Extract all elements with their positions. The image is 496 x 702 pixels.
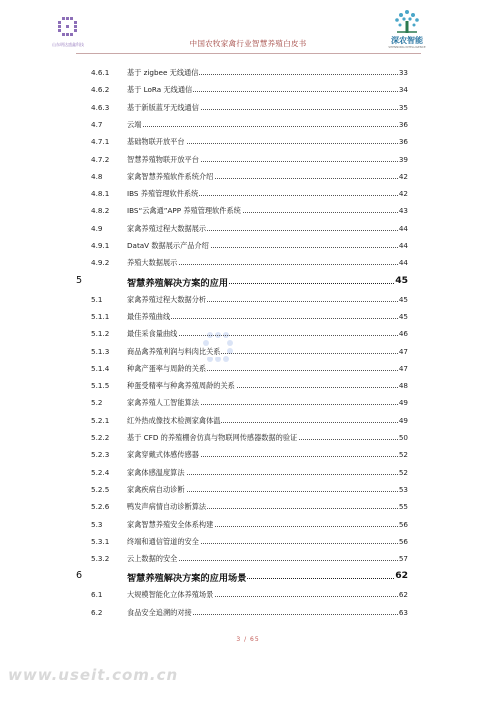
toc-entry[interactable] (0, 586, 496, 602)
toc-entry-title: 云端 (127, 119, 142, 129)
toc-entry-page: 55 (398, 502, 408, 512)
toc-entry-page: 36 (398, 137, 408, 147)
toc-entry-title: 基于新版蓝牙无线通信 (127, 102, 199, 112)
toc-entry-number: 5.2.2 (91, 433, 110, 442)
toc-entry-title: 种蛋受精率与种禽养殖周龄的关系 (127, 381, 235, 391)
toc-entry-number: 5.1.3 (91, 346, 110, 356)
toc-entry-title: 智慧养殖解决方案的应用场景 (127, 570, 247, 584)
toc-entry-number: 5.2.6 (91, 502, 110, 512)
toc-entry[interactable] (0, 291, 496, 307)
toc-entry-title: 最佳养殖曲线 (127, 311, 171, 321)
toc-entry-page: 42 (398, 189, 408, 199)
toc-entry[interactable] (0, 533, 496, 549)
toc-entry-title: 红外热成像技术检测家禽体温 (127, 415, 221, 425)
toc-entry[interactable] (0, 360, 496, 376)
toc-entry[interactable] (0, 237, 496, 253)
toc-entry-page: 52 (398, 467, 408, 477)
toc-entry[interactable] (0, 516, 496, 532)
toc-entry[interactable] (0, 185, 496, 201)
toc-entry-page: 44 (398, 258, 408, 268)
toc-entry[interactable] (0, 151, 496, 167)
toc-entry-title: 云上数据的安全 (127, 554, 178, 564)
toc-entry[interactable] (0, 343, 496, 359)
toc-entry-number: 5.1.5 (91, 381, 110, 391)
toc-entry-title: 商品禽养殖利润与料肉比关系 (127, 346, 221, 356)
toc-entry-number: 4.8.2 (91, 206, 110, 216)
toc-entry-page: 62 (398, 590, 408, 600)
toc-entry[interactable] (0, 308, 496, 324)
toc-entry[interactable] (0, 254, 496, 270)
toc-entry[interactable] (0, 446, 496, 462)
toc-entry-title: 家禽智慧养殖安全体系构建 (127, 519, 214, 529)
toc-entry-title: 大规模智能化立体养殖场景 (127, 590, 214, 600)
toc-entry[interactable] (0, 604, 496, 620)
toc-entry-title: 家禽养殖人工智能算法 (127, 398, 199, 408)
toc-entry-number: 4.9.2 (91, 258, 110, 268)
toc-entry-number: 4.8.1 (91, 189, 110, 199)
toc-entry-number: 5 (76, 274, 83, 286)
toc-entry-page: 33 (398, 68, 408, 77)
toc-entry-page: 57 (398, 554, 408, 564)
toc-entry[interactable] (0, 64, 496, 80)
toc-entry-page: 45 (398, 294, 408, 304)
toc-entry-number: 5.2.4 (91, 467, 110, 477)
toc-entry-title: 基于 zigbee 无线通信 (127, 68, 199, 77)
document-title: 中国农牧家禽行业智慧养殖白皮书 (189, 39, 307, 48)
toc-entry-page: 44 (398, 223, 408, 233)
toc-entry-number: 5.2.5 (91, 484, 110, 494)
toc-entry-title: 鸭发声病情自动诊断算法 (127, 502, 207, 512)
toc-entry-page: 49 (398, 415, 408, 425)
toc-entry-title: 家禽体感温度算法 (127, 467, 185, 477)
toc-entry-page: 62 (395, 570, 408, 582)
page-header (0, 0, 496, 56)
toc-entry-title: IBS 养殖管理软件系统 (127, 189, 199, 199)
toc-entry-page: 56 (398, 536, 408, 546)
toc-entry-number: 5.1.1 (91, 311, 110, 321)
toc-entry[interactable] (0, 116, 496, 132)
toc-entry-title: DataV 数据展示产品介绍 (127, 241, 209, 250)
toc-entry-page: 46 (398, 329, 408, 339)
toc-entry-page: 49 (398, 398, 408, 408)
toc-entry-number: 6.2 (91, 607, 103, 617)
toc-entry[interactable] (0, 429, 496, 445)
toc-entry-number: 4.8 (91, 171, 103, 181)
toc-entry-page: 53 (398, 484, 408, 494)
right-logo-subtext: SHENNONG INTELLIGENCE (388, 45, 426, 49)
toc-entry-number: 5.3.1 (91, 536, 110, 546)
toc-chapter-entry[interactable] (0, 567, 496, 585)
toc-chapter-entry[interactable] (0, 272, 496, 290)
toc-entry-title: 家禽穿戴式体感传感器 (127, 450, 199, 460)
toc-entry-number: 5.1.2 (91, 329, 110, 339)
left-logo-text: 山东明达盛鑫科技 (52, 42, 84, 47)
toc-entry-title: 家禽养殖过程大数据展示 (127, 223, 207, 233)
toc-entry-page: 52 (398, 450, 408, 460)
toc-entry[interactable] (0, 99, 496, 115)
toc-entry-number: 6.1 (91, 590, 103, 600)
toc-entry[interactable] (0, 377, 496, 393)
toc-entry-page: 45 (395, 274, 408, 286)
toc-entry-title: 家禽养殖过程大数据分析 (127, 294, 207, 304)
toc-entry-number: 4.7.1 (91, 137, 110, 147)
toc-entry-number: 4.7 (91, 119, 103, 129)
toc-entry-page: 42 (398, 171, 408, 181)
toc-entry-number: 4.6.2 (91, 85, 110, 95)
toc-entry-title: 最佳采食量曲线 (127, 329, 178, 339)
toc-entry-title: 养殖大数据展示 (127, 258, 178, 268)
toc-entry-page: 47 (398, 363, 408, 373)
toc-entry-page: 45 (398, 311, 408, 321)
toc-entry-number: 5.3.2 (91, 554, 110, 564)
toc-entry-page: 56 (398, 519, 408, 529)
toc-entry[interactable] (0, 325, 496, 341)
toc-entry-title: 家禽疾病自动诊断 (127, 484, 185, 494)
toc-entry-number: 4.9 (91, 223, 103, 233)
toc-entry-page: 35 (398, 102, 408, 112)
toc-entry-page: 44 (398, 241, 408, 250)
company-logo-right (380, 8, 434, 48)
toc-entry-page: 34 (398, 85, 408, 95)
toc-entry-number: 4.7.2 (91, 154, 110, 164)
toc-entry[interactable] (0, 81, 496, 97)
toc-entry-title: 基于 LoRa 无线通信 (127, 85, 193, 95)
toc-entry-number: 5.2 (91, 398, 103, 408)
right-logo-text: 深农智能 (391, 36, 423, 45)
toc-entry[interactable] (0, 550, 496, 566)
toc-entry-number: 5.1 (91, 294, 103, 304)
toc-entry-number: 4.6.3 (91, 102, 110, 112)
toc-entry[interactable] (0, 220, 496, 236)
toc-entry-title: 智慧养殖解决方案的应用 (127, 275, 229, 289)
toc-entry[interactable] (0, 464, 496, 480)
toc-entry[interactable] (0, 202, 496, 218)
toc-entry-title: 种禽产蛋率与周龄的关系 (127, 363, 207, 373)
toc-entry-title: 基础物联开放平台 (127, 137, 185, 147)
site-watermark: www.useit.com.cn (8, 666, 179, 684)
toc-dot-leader (127, 126, 408, 127)
toc-entry[interactable] (0, 133, 496, 149)
toc-entry-page: 63 (398, 607, 408, 617)
toc-entry-title: 食品安全追溯的对接 (127, 607, 192, 617)
toc-entry-page: 36 (398, 119, 408, 129)
toc-entry-number: 4.9.1 (91, 241, 110, 250)
toc-entry-number: 5.1.4 (91, 363, 110, 373)
toc-entry-title: 基于 CFD 的养殖棚舍仿真与物联网传感器数据的验证 (127, 433, 298, 442)
toc-entry-page: 39 (398, 154, 408, 164)
toc-entry-title: 智慧养殖物联开放平台 (127, 154, 199, 164)
toc-entry-title: 家禽智慧养殖软件系统介绍 (127, 171, 214, 181)
toc-entry-number: 5.2.3 (91, 450, 110, 460)
toc-entry-page: 47 (398, 346, 408, 356)
toc-entry-title: 终端和通信管道的安全 (127, 536, 199, 546)
toc-entry[interactable] (0, 412, 496, 428)
toc-entry[interactable] (0, 394, 496, 410)
toc-entry-page: 48 (398, 381, 408, 391)
toc-entry-page: 50 (398, 433, 408, 442)
toc-entry-number: 4.6.1 (91, 68, 110, 77)
toc-entry-number: 5.3 (91, 519, 103, 529)
header-divider (76, 53, 421, 54)
toc-entry-page: 43 (398, 206, 408, 216)
toc-entry-title: IBS“云禽通”APP 养殖管理软件系统 (127, 206, 241, 216)
toc-entry[interactable] (0, 481, 496, 497)
toc-entry-number: 5.2.1 (91, 415, 110, 425)
toc-entry[interactable] (0, 498, 496, 514)
page-number: 3 / 65 (236, 636, 260, 643)
toc-entry-number: 6 (76, 570, 83, 582)
toc-entry[interactable] (0, 168, 496, 184)
